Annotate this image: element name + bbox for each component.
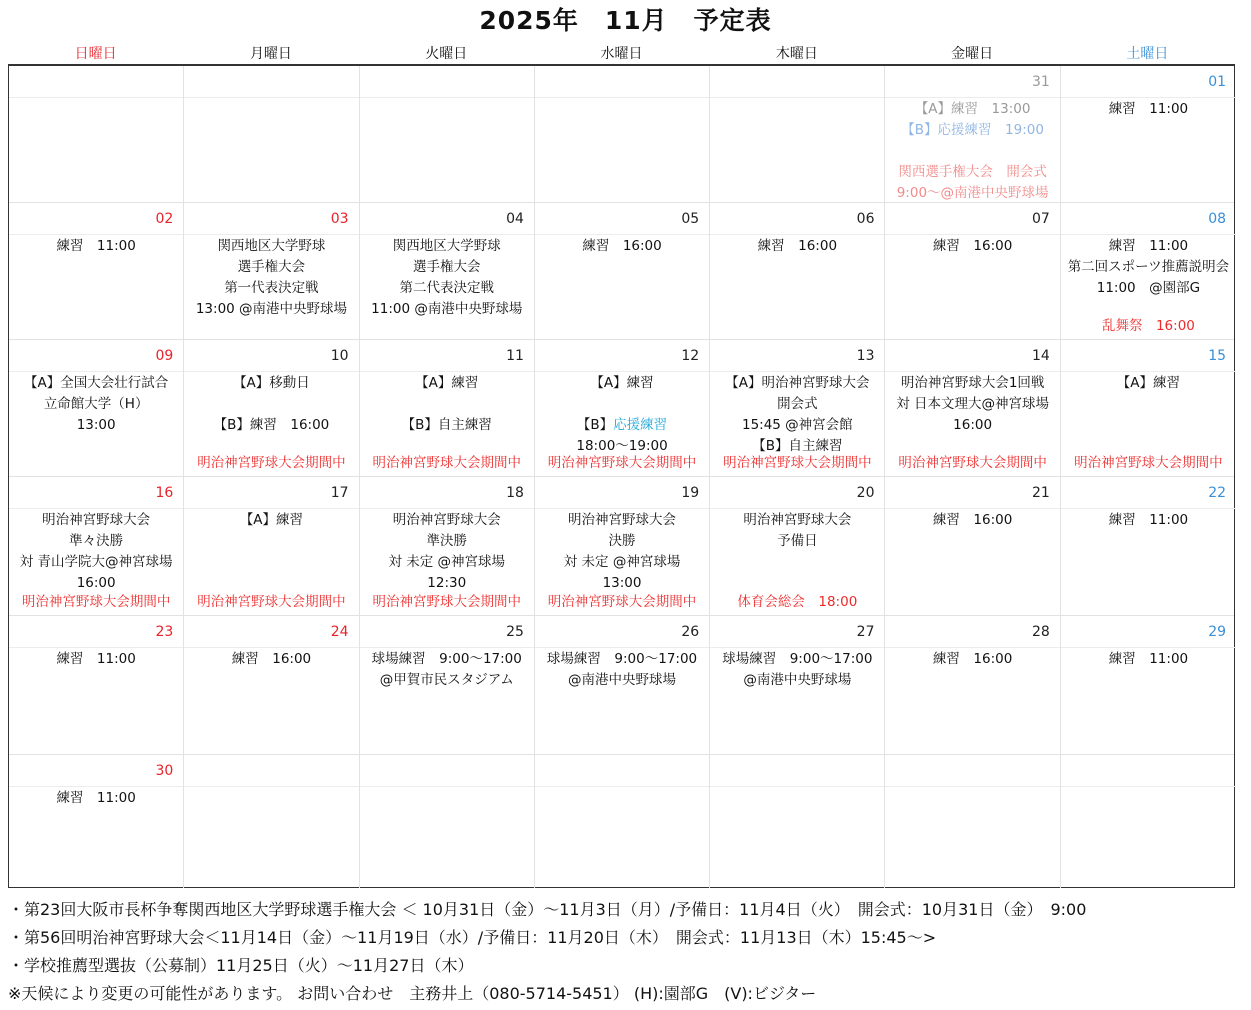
event-text: 16:00 [76, 575, 116, 591]
event-text: 【A】明治神宮野球大会 [725, 375, 870, 391]
day-cell [360, 755, 535, 888]
day-cell [184, 755, 359, 888]
event-text: 11:00 @南港中央野球場 [371, 301, 523, 317]
event-line [1061, 257, 1236, 278]
day-number [710, 66, 884, 98]
day-number: 02 [9, 203, 183, 235]
period-note: 明治神宮野球大会期間中 [197, 455, 346, 471]
event-text: 【A】練習 13:00 [914, 101, 1031, 117]
day-number: 23 [9, 616, 183, 648]
event-line [9, 788, 183, 809]
event-text: 関西選手権大会 開会式 [898, 164, 1047, 180]
day-events [184, 372, 358, 476]
event-line [535, 236, 709, 257]
day-cell [710, 340, 885, 476]
day-number: 08 [1061, 203, 1236, 235]
day-events [1061, 98, 1236, 202]
event-line [710, 394, 884, 415]
event-text: 練習 11:00 [1108, 101, 1189, 117]
event-line [360, 373, 534, 394]
event-line [9, 510, 183, 531]
day-cell [885, 616, 1060, 754]
event-line [885, 394, 1059, 415]
event-line [184, 649, 358, 670]
event-line [360, 415, 534, 436]
day-cell [885, 203, 1060, 339]
event-line [710, 510, 884, 531]
event-highlight: 応援練習 [613, 417, 668, 433]
event-text: 15:45 @神宮会館 [741, 417, 853, 433]
event-line [360, 649, 534, 670]
day-cell [9, 203, 184, 339]
event-line [1061, 373, 1236, 394]
calendar-grid [8, 64, 1235, 888]
day-cell [360, 616, 535, 754]
day-events [184, 648, 358, 754]
event-line [184, 299, 358, 320]
event-line [1061, 99, 1236, 120]
day-number: 28 [885, 616, 1059, 648]
event-line [1061, 649, 1236, 670]
day-number: 29 [1061, 616, 1236, 648]
event-line [9, 573, 183, 594]
event-text: 【A】練習 [1116, 375, 1181, 391]
day-events [710, 509, 884, 615]
event-text: 明治神宮野球大会 [743, 512, 852, 528]
event-text: 第二回スポーツ推薦説明会 [1067, 259, 1230, 275]
day-number [535, 66, 709, 98]
event-line [885, 162, 1059, 183]
day-events [360, 509, 534, 615]
day-cell [535, 66, 710, 202]
day-cell [9, 616, 184, 754]
event-text: 9:00～@南港中央野球場 [896, 185, 1049, 201]
day-events [885, 372, 1059, 476]
day-cell [9, 66, 184, 202]
event-line [360, 299, 534, 320]
day-events [710, 787, 884, 888]
event-text: 【A】練習 [239, 512, 304, 528]
event-line [9, 531, 183, 552]
day-number [1061, 755, 1236, 787]
event-line [710, 373, 884, 394]
day-number: 07 [885, 203, 1059, 235]
event-line [710, 670, 884, 691]
event-line [184, 278, 358, 299]
event-line [885, 141, 1059, 162]
event-text: 【B】応援練習 19:00 [901, 122, 1044, 138]
period-note: 明治神宮野球大会期間中 [547, 455, 697, 471]
event-text: 13:00 [76, 417, 116, 433]
weekday-tuesday: 火曜日 [425, 46, 468, 62]
day-events [184, 235, 358, 339]
day-number: 27 [710, 616, 884, 648]
day-events [535, 648, 709, 754]
event-text: 球場練習 9:00～17:00 [722, 651, 873, 667]
day-events [9, 509, 183, 615]
weekday-friday: 金曜日 [951, 46, 994, 62]
period-note: 明治神宮野球大会期間中 [372, 594, 521, 610]
footer-notes [8, 896, 1248, 1008]
week-row [9, 616, 1234, 755]
event-line [535, 510, 709, 531]
day-number: 21 [885, 477, 1059, 509]
day-cell [535, 616, 710, 754]
event-line [9, 394, 183, 415]
event-text: 【B】練習 16:00 [213, 417, 330, 433]
day-cell [1061, 616, 1236, 754]
footer-note-admission: ・学校推薦型選抜（公募制）11月25日（火）～11月27日（木） [8, 956, 474, 975]
event-line [535, 415, 709, 436]
day-events [9, 372, 183, 476]
day-events [535, 235, 709, 339]
day-events [885, 509, 1059, 615]
event-line [885, 510, 1059, 531]
event-text: 12:30 [427, 575, 467, 591]
day-number [184, 66, 358, 98]
day-number: 17 [184, 477, 358, 509]
event-line [885, 415, 1059, 436]
day-events [1061, 235, 1236, 339]
weekday-saturday: 土曜日 [1126, 46, 1169, 62]
day-cell [9, 755, 184, 888]
event-text: 【A】練習 [590, 375, 654, 391]
event-line [184, 510, 358, 531]
event-text: 練習 11:00 [1108, 238, 1189, 254]
event-text: 立命館大学（H） [43, 396, 149, 412]
day-number [360, 755, 534, 787]
event-text: 予備日 [777, 533, 818, 549]
event-text: 練習 16:00 [932, 238, 1013, 254]
week-row [9, 203, 1234, 340]
event-line [535, 531, 709, 552]
day-number [710, 755, 884, 787]
event-text: 関西地区大学野球 [217, 238, 326, 254]
event-line [360, 670, 534, 691]
event-line [710, 415, 884, 436]
event-text: 練習 11:00 [56, 238, 136, 254]
event-line [535, 552, 709, 573]
day-events [360, 648, 534, 754]
event-text: 【B】自主練習 [401, 417, 492, 433]
event-line [360, 573, 534, 594]
event-line [360, 531, 534, 552]
day-cell [535, 477, 710, 615]
day-cell [360, 340, 535, 476]
day-number [885, 755, 1059, 787]
event-line [360, 510, 534, 531]
day-events [535, 98, 709, 202]
footer-note-meiji: ・第56回明治神宮野球大会＜11月14日（金）～11月19日（水）/予備日：11月20日（木） 開会式：11月13日（木）15:45～> [8, 928, 937, 947]
event-text: 練習 11:00 [56, 790, 136, 806]
footer-note-contact: ※天候により変更の可能性があります。 お問い合わせ 主務井上（080-5714-5451） (H):園部G (V):ビジター [8, 984, 817, 1003]
event-line [710, 649, 884, 670]
event-text: 明治神宮野球大会 [42, 512, 151, 528]
day-cell [710, 755, 885, 888]
event-line [885, 649, 1059, 670]
event-line [1061, 236, 1236, 257]
weekday-wednesday: 水曜日 [600, 46, 643, 62]
day-cell [535, 340, 710, 476]
day-number [535, 755, 709, 787]
day-events [710, 372, 884, 476]
event-text: 練習 11:00 [1108, 651, 1189, 667]
event-line [535, 373, 709, 394]
day-number: 22 [1061, 477, 1236, 509]
day-events [535, 372, 709, 476]
day-number: 20 [710, 477, 884, 509]
event-text: 練習 16:00 [932, 651, 1013, 667]
day-events [9, 648, 183, 754]
day-number: 01 [1061, 66, 1236, 98]
weekday-header [8, 44, 1235, 64]
day-number [9, 66, 183, 98]
event-text: 準々決勝 [69, 533, 124, 549]
event-text: 【A】練習 [415, 375, 479, 391]
day-number [360, 66, 534, 98]
day-number: 25 [360, 616, 534, 648]
event-line [360, 552, 534, 573]
event-line [184, 394, 358, 415]
period-note: 体育会総会 18:00 [737, 594, 858, 610]
event-line [9, 649, 183, 670]
day-cell [885, 755, 1060, 888]
event-line [1061, 278, 1236, 299]
day-cell [360, 66, 535, 202]
event-text: 対 日本文理大@神宮球場 [896, 396, 1050, 412]
day-cell [9, 340, 184, 476]
day-number: 19 [535, 477, 709, 509]
day-number: 18 [360, 477, 534, 509]
week-row [9, 755, 1234, 888]
event-line [184, 257, 358, 278]
day-events [360, 787, 534, 888]
event-line [710, 531, 884, 552]
event-text: 決勝 [608, 533, 636, 549]
event-text: 16:00 [953, 417, 993, 433]
period-note: 明治神宮野球大会期間中 [898, 455, 1047, 471]
event-text: 明治神宮野球大会1回戦 [900, 375, 1045, 391]
event-text: 18:00～19:00 [576, 438, 668, 454]
event-line [535, 394, 709, 415]
day-events [710, 98, 884, 202]
day-events [1061, 648, 1236, 754]
event-line [885, 236, 1059, 257]
day-number: 04 [360, 203, 534, 235]
period-note: 乱舞祭 16:00 [1101, 318, 1195, 334]
day-number: 03 [184, 203, 358, 235]
event-text: 球場練習 9:00～17:00 [546, 651, 698, 667]
event-text: 【B】自主練習 [752, 438, 843, 454]
event-line [184, 373, 358, 394]
event-line [9, 415, 183, 436]
event-text: 13:00 @南港中央野球場 [195, 301, 348, 317]
event-text: @南港中央野球場 [743, 672, 852, 688]
event-line [885, 120, 1059, 141]
day-events [1061, 372, 1236, 476]
weekday-sunday: 日曜日 [74, 46, 117, 62]
event-text: 第一代表決定戦 [224, 280, 319, 296]
event-text: 練習 16:00 [582, 238, 662, 254]
day-cell [360, 203, 535, 339]
day-cell [1061, 66, 1236, 202]
event-text: 対 未定 @神宮球場 [388, 554, 506, 570]
event-text: 球場練習 9:00～17:00 [371, 651, 522, 667]
day-number: 13 [710, 340, 884, 372]
day-number: 12 [535, 340, 709, 372]
event-text: 練習 16:00 [231, 651, 312, 667]
day-number: 14 [885, 340, 1059, 372]
day-cell [184, 616, 359, 754]
page-title: 2025年 11月 予定表 [479, 6, 772, 35]
event-line [885, 183, 1059, 204]
event-line [360, 394, 534, 415]
day-events [885, 235, 1059, 339]
day-events [9, 235, 183, 339]
event-text: @甲賀市民スタジアム [379, 672, 514, 688]
event-line [9, 552, 183, 573]
event-text: 13:00 [602, 575, 642, 591]
period-note: 明治神宮野球大会期間中 [723, 455, 872, 471]
day-number: 15 [1061, 340, 1236, 372]
event-line [535, 649, 709, 670]
day-events [184, 787, 358, 888]
event-line [184, 236, 358, 257]
footer-note-kansai: ・第23回大阪市長杯争奪関西地区大学野球選手権大会 ＜ 10月31日（金）～11月3日（月）/予備日：11月4日（火） 開会式：10月31日（金） 9:00 [8, 900, 1087, 919]
day-cell [1061, 203, 1236, 339]
day-events [360, 372, 534, 476]
day-number: 31 [885, 66, 1059, 98]
event-text: 練習 11:00 [1108, 512, 1189, 528]
day-number [184, 755, 358, 787]
event-line [360, 278, 534, 299]
day-cell [184, 340, 359, 476]
event-text: 選手権大会 [412, 259, 481, 275]
day-events [535, 509, 709, 615]
period-note: 明治神宮野球大会期間中 [547, 594, 697, 610]
event-text: 第二代表決定戦 [399, 280, 494, 296]
event-text: 【B】 [576, 417, 614, 433]
event-text: 関西地区大学野球 [392, 238, 501, 254]
event-line [885, 373, 1059, 394]
day-events [1061, 787, 1236, 888]
day-events [9, 98, 183, 202]
day-events [710, 648, 884, 754]
event-text: 開会式 [777, 396, 818, 412]
event-line [710, 236, 884, 257]
day-events [710, 235, 884, 339]
event-text: 準決勝 [426, 533, 467, 549]
day-cell [1061, 477, 1236, 615]
event-text: 対 未定 @神宮球場 [563, 554, 681, 570]
day-cell [710, 203, 885, 339]
event-line [885, 99, 1059, 120]
week-row [9, 66, 1234, 203]
day-cell [360, 477, 535, 615]
day-number: 10 [184, 340, 358, 372]
day-cell [885, 66, 1060, 202]
day-cell [184, 477, 359, 615]
day-events [360, 235, 534, 339]
day-cell [1061, 340, 1236, 476]
period-note: 明治神宮野球大会期間中 [372, 455, 521, 471]
day-cell [710, 66, 885, 202]
day-events [184, 509, 358, 615]
event-text: 対 青山学院大@神宮球場 [19, 554, 173, 570]
event-text: 明治神宮野球大会 [568, 512, 677, 528]
event-text: 明治神宮野球大会 [392, 512, 501, 528]
day-events [885, 98, 1059, 204]
day-events [184, 98, 358, 202]
day-cell [535, 755, 710, 888]
day-cell [1061, 755, 1236, 888]
day-events [1061, 509, 1236, 615]
day-events [885, 787, 1059, 888]
period-note: 明治神宮野球大会期間中 [1074, 455, 1223, 471]
day-cell [535, 203, 710, 339]
day-events [535, 787, 709, 888]
day-number: 26 [535, 616, 709, 648]
week-row [9, 340, 1234, 477]
event-line [184, 415, 358, 436]
day-cell [885, 340, 1060, 476]
event-text: 選手権大会 [237, 259, 306, 275]
event-line [1061, 510, 1236, 531]
day-cell [184, 203, 359, 339]
event-text: 11:00 @園部G [1096, 280, 1201, 296]
event-text: 練習 11:00 [56, 651, 136, 667]
weekday-monday: 月曜日 [249, 46, 292, 62]
day-events [9, 787, 183, 888]
day-number: 24 [184, 616, 358, 648]
day-cell [710, 616, 885, 754]
day-number: 16 [9, 477, 183, 509]
event-line [360, 257, 534, 278]
event-text: 【A】移動日 [233, 375, 310, 391]
day-number: 11 [360, 340, 534, 372]
event-text: @南港中央野球場 [568, 672, 677, 688]
day-events [885, 648, 1059, 754]
event-line [360, 236, 534, 257]
weekday-thursday: 木曜日 [775, 46, 818, 62]
day-number: 09 [9, 340, 183, 372]
event-text: 練習 16:00 [932, 512, 1013, 528]
event-line [535, 573, 709, 594]
period-note: 明治神宮野球大会期間中 [197, 594, 346, 610]
event-line [9, 236, 183, 257]
event-line [535, 670, 709, 691]
week-row [9, 477, 1234, 616]
day-cell [885, 477, 1060, 615]
day-cell [9, 477, 184, 615]
day-number: 06 [710, 203, 884, 235]
day-events [360, 98, 534, 202]
day-number: 05 [535, 203, 709, 235]
day-cell [184, 66, 359, 202]
period-note: 明治神宮野球大会期間中 [21, 594, 171, 610]
event-line [9, 373, 183, 394]
event-text: 【A】全国大会壮行試合 [24, 375, 169, 391]
event-text: 練習 16:00 [757, 238, 838, 254]
day-number: 30 [9, 755, 183, 787]
day-cell [710, 477, 885, 615]
